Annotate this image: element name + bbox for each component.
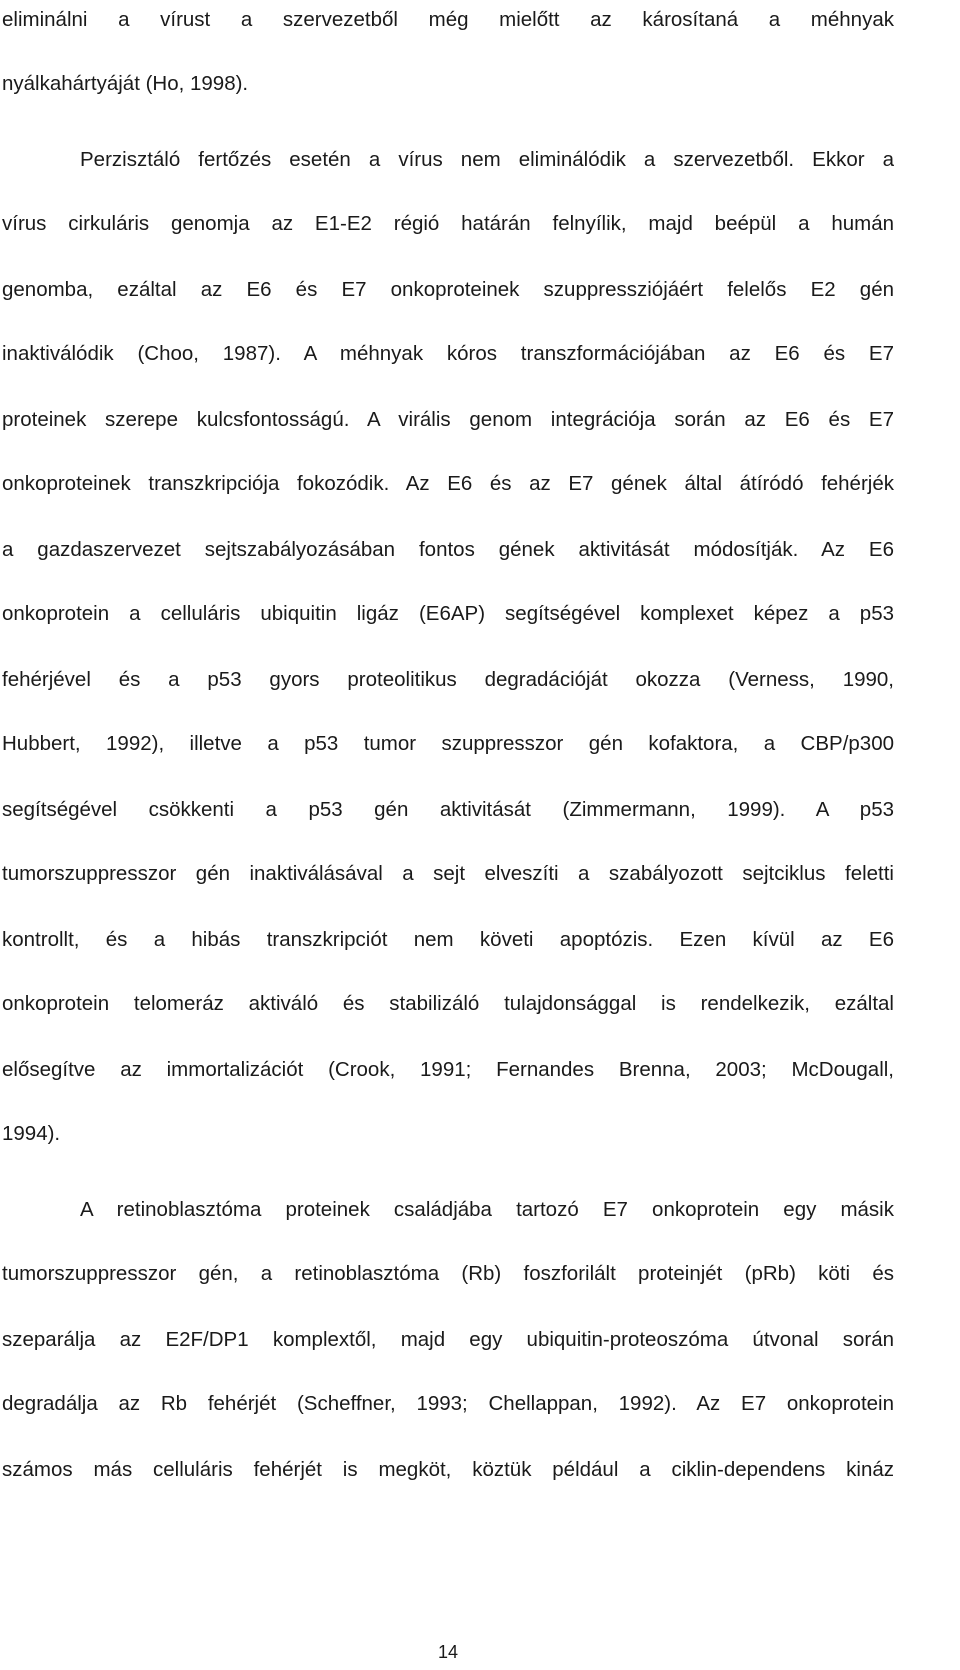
text-line: nyálkahártyáját (Ho, 1998). <box>2 72 249 95</box>
text-line: onkoprotein a celluláris ubiquitin ligáz (E6AP) segítségével komplexet képez a p53 <box>2 602 894 625</box>
text-line: inaktiválódik (Choo, 1987). A méhnyak kóros transzformációjában az E6 és E7 <box>2 342 894 365</box>
text-line: Perzisztáló fertőzés esetén a vírus nem eliminálódik a szervezetből. Ekkor a <box>80 148 894 171</box>
text-line: számos más celluláris fehérjét is megköt, köztük például a ciklin-dependens kináz <box>2 1458 894 1481</box>
page-number: 14 <box>437 1642 459 1662</box>
text-line: tumorszuppresszor gén, a retinoblasztóma (Rb) foszforilált proteinjét (pRb) köti és <box>2 1262 894 1285</box>
text-line: Hubbert, 1992), illetve a p53 tumor szuppresszor gén kofaktora, a CBP/p300 <box>2 732 894 755</box>
text-line: a gazdaszervezet sejtszabályozásában fontos gének aktivitását módosítják. Az E6 <box>2 538 894 561</box>
text-line: elősegítve az immortalizációt (Crook, 1991; Fernandes Brenna, 2003; McDougall, <box>2 1058 894 1081</box>
text-line: 1994). <box>2 1122 61 1145</box>
text-line: onkoprotein telomeráz aktiváló és stabilizáló tulajdonsággal is rendelkezik, ezáltal <box>2 992 894 1015</box>
text-line: degradálja az Rb fehérjét (Scheffner, 1993; Chellappan, 1992). Az E7 onkoprotein <box>2 1392 894 1415</box>
text-line: segítségével csökkenti a p53 gén aktivitását (Zimmermann, 1999). A p53 <box>2 798 894 821</box>
text-line: A retinoblasztóma proteinek családjába tartozó E7 onkoprotein egy másik <box>80 1198 894 1221</box>
text-line: genomba, ezáltal az E6 és E7 onkoproteinek szuppressziójáért felelős E2 gén <box>2 278 894 301</box>
text-line: tumorszuppresszor gén inaktiválásával a sejt elveszíti a szabályozott sejtciklus feletti <box>2 862 894 885</box>
text-line: kontrollt, és a hibás transzkripciót nem követi apoptózis. Ezen kívül az E6 <box>2 928 894 951</box>
text-line: eliminálni a vírust a szervezetből még mielőtt az károsítaná a méhnyak <box>2 8 894 31</box>
text-line: proteinek szerepe kulcsfontosságú. A virális genom integrációja során az E6 és E7 <box>2 408 894 431</box>
text-line: fehérjével és a p53 gyors proteolitikus degradációját okozza (Verness, 1990, <box>2 668 894 691</box>
text-line: szeparálja az E2F/DP1 komplextől, majd egy ubiquitin-proteoszóma útvonal során <box>2 1328 894 1351</box>
text-line: vírus cirkuláris genomja az E1-E2 régió határán felnyílik, majd beépül a humán <box>2 212 894 235</box>
text-line: onkoproteinek transzkripciója fokozódik. Az E6 és az E7 gének által átíródó fehérjék <box>2 472 894 495</box>
